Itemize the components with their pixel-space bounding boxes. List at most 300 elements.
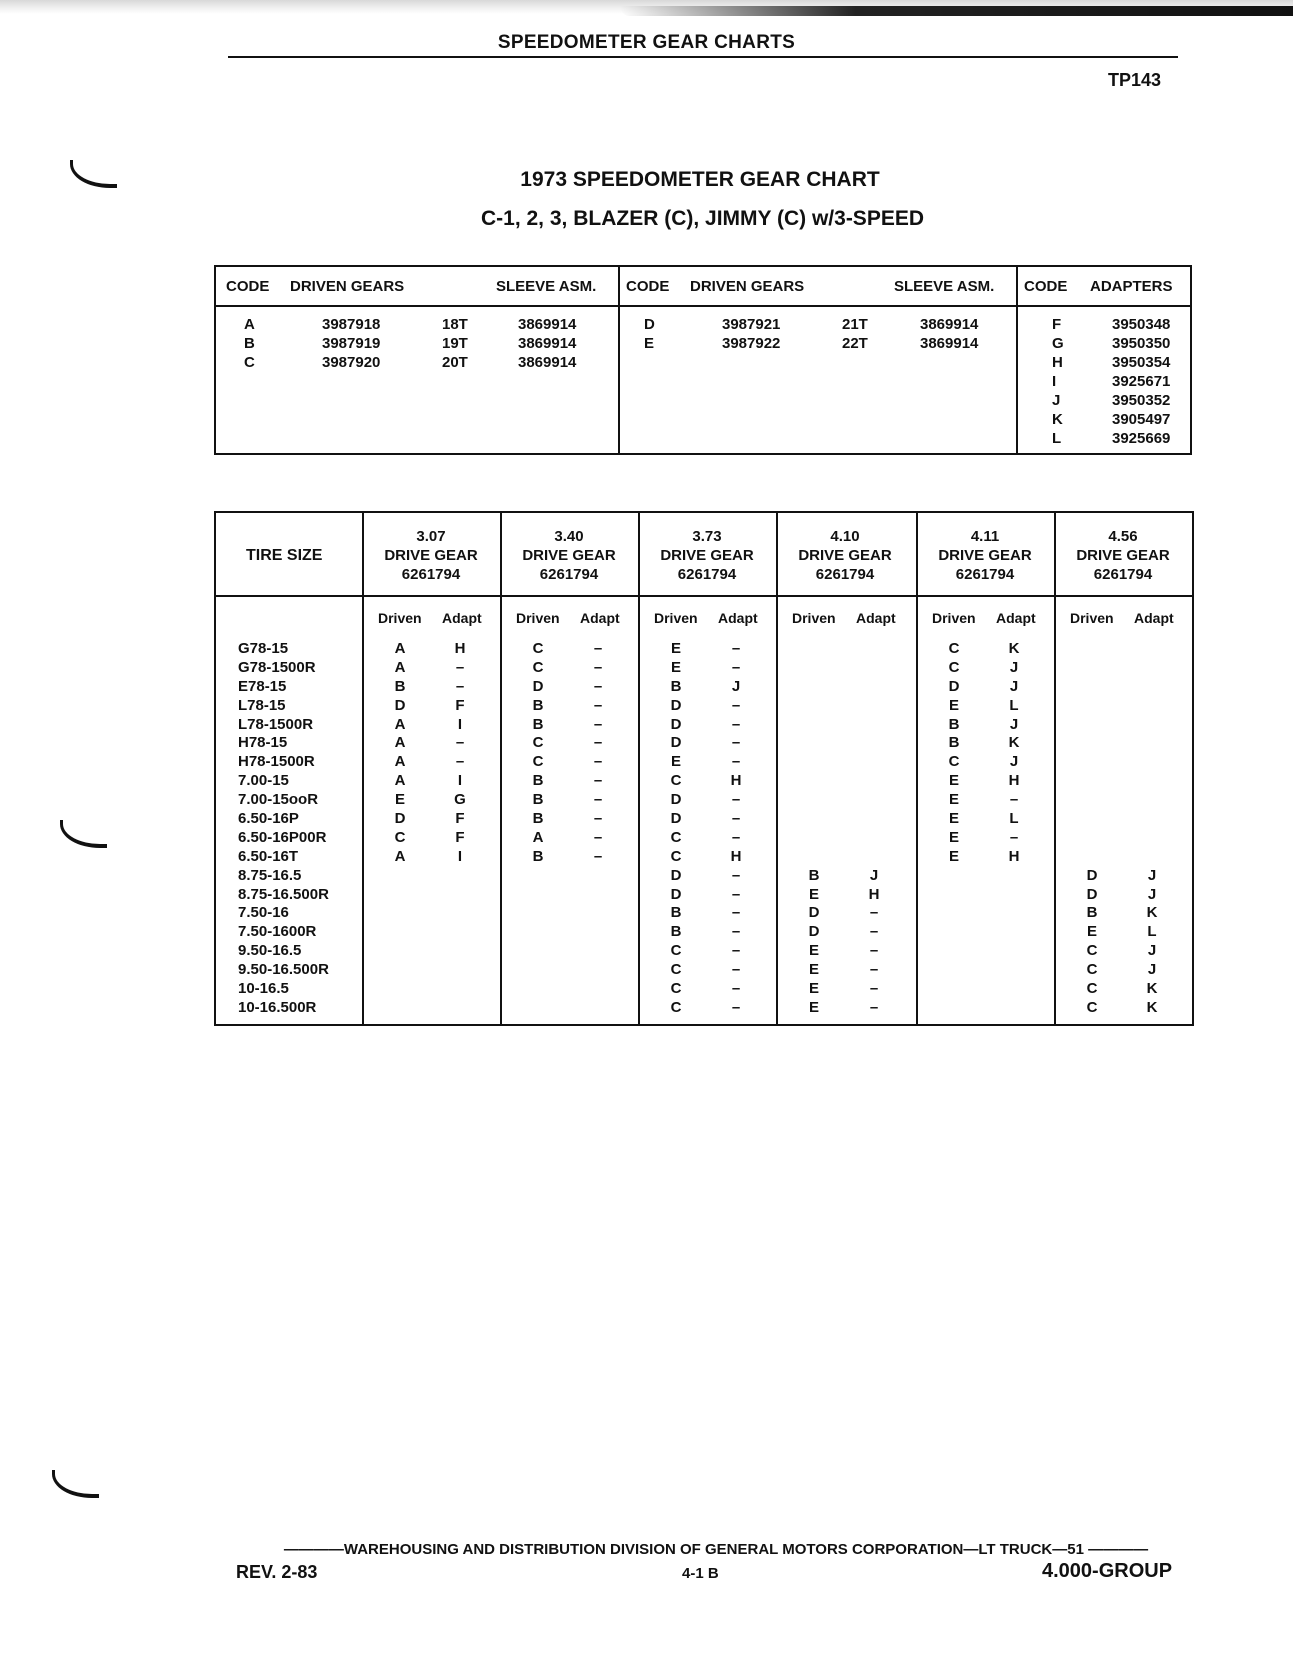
driven-code: C	[948, 640, 960, 657]
driven-code	[388, 980, 412, 999]
driven-code: B	[1086, 904, 1098, 922]
drive-gear-label: DRIVE GEAR	[798, 547, 892, 564]
driven-code	[942, 999, 966, 1018]
drive-gear-part-number: 6261794	[815, 566, 875, 583]
drive-gear-part-number: 6261794	[955, 566, 1015, 583]
driven-code-column	[526, 640, 550, 1018]
drive-gear-label: DRIVE GEAR	[384, 547, 478, 564]
driven-code: B	[532, 847, 544, 865]
adapt-code	[862, 697, 886, 716]
driven-code	[802, 734, 826, 753]
driven-code: B	[394, 677, 406, 695]
driven-code	[802, 791, 826, 810]
table-divider	[916, 513, 918, 1024]
driven-code: C	[1086, 942, 1098, 960]
adapt-code: K	[1008, 640, 1020, 657]
drive-gear-label: DRIVE GEAR	[522, 547, 616, 564]
driven-code: C	[948, 753, 960, 771]
adapt-code	[862, 810, 886, 829]
group2-code-column	[644, 315, 655, 353]
driven-code	[942, 942, 966, 961]
driven-code: B	[948, 734, 960, 752]
driven-code	[526, 923, 550, 942]
adapt-code: –	[731, 904, 741, 922]
adapt-code: J	[1147, 961, 1157, 979]
adapter-code-column	[1052, 315, 1064, 448]
adapt-subheader: Adapt	[442, 610, 482, 626]
driven-code: B	[532, 715, 544, 733]
driven-code	[942, 961, 966, 980]
adapt-code: –	[593, 828, 603, 846]
sleeve-part-number: 3869914	[518, 354, 577, 371]
adapt-code: F	[455, 810, 465, 828]
adapt-code	[586, 886, 610, 905]
adapt-code: –	[869, 980, 879, 998]
driven-code: D	[670, 696, 682, 714]
sleeve-part-number: 3869914	[920, 316, 979, 333]
adapt-code	[586, 904, 610, 923]
adapt-code: L	[1009, 696, 1019, 714]
driven-subheader: Driven	[516, 610, 560, 626]
page-number: 4-1 B	[682, 1565, 719, 1582]
tire-size: H78-1500R	[238, 753, 315, 771]
driven-code	[802, 829, 826, 848]
gear-teeth: 18T	[442, 316, 468, 333]
adapt-code	[1140, 659, 1164, 678]
tire-size: 9.50-16.500R	[238, 961, 329, 979]
adapt-code	[448, 961, 472, 980]
adapt-code: H	[868, 885, 880, 903]
adapt-code: K	[1146, 980, 1158, 998]
group2-part-column	[722, 315, 780, 353]
group1-code-column	[244, 315, 255, 372]
gear-code: A	[244, 316, 255, 333]
driven-code	[942, 980, 966, 999]
driven-code	[526, 961, 550, 980]
driven-code: E	[808, 942, 819, 960]
tire-size: 9.50-16.5	[238, 942, 302, 960]
adapt-code: F	[455, 828, 465, 846]
adapt-code	[1002, 999, 1026, 1018]
driven-code: E	[948, 791, 959, 809]
driven-code: D	[808, 923, 820, 941]
driven-code: C	[1086, 980, 1098, 998]
driven-code: A	[394, 715, 406, 733]
gear-teeth: 20T	[442, 354, 468, 371]
code-header: CODE	[226, 278, 270, 295]
adapt-code: –	[869, 998, 879, 1016]
adapt-code	[1002, 942, 1026, 961]
adapt-code	[586, 867, 610, 886]
adapt-code: –	[731, 885, 741, 903]
adapt-code	[1140, 734, 1164, 753]
driven-code: C	[670, 828, 682, 846]
driven-code: A	[394, 658, 406, 676]
axle-ratio: 3.73	[692, 528, 722, 545]
adapt-code	[1002, 867, 1026, 886]
adapt-code: K	[1146, 998, 1158, 1016]
driven-code: C	[532, 734, 544, 752]
driven-code-column	[802, 640, 826, 1018]
driven-code	[802, 772, 826, 791]
driven-code: B	[532, 810, 544, 828]
driven-code	[942, 886, 966, 905]
driven-code-column	[1080, 640, 1104, 1018]
driven-code: E	[808, 998, 819, 1016]
driven-gears-table	[214, 265, 1192, 455]
driven-code	[1080, 697, 1104, 716]
adapt-code: J	[1147, 885, 1157, 903]
adapt-code: –	[731, 753, 741, 771]
adapter-part-number: 3950352	[1112, 392, 1171, 409]
adapt-code	[862, 772, 886, 791]
table-divider	[1054, 513, 1056, 1024]
adapt-code	[586, 961, 610, 980]
driven-code	[388, 961, 412, 980]
adapt-code: –	[593, 791, 603, 809]
gear-teeth: 22T	[842, 335, 868, 352]
driven-code: B	[532, 772, 544, 790]
driven-code: A	[394, 640, 406, 657]
adapt-code-column	[1002, 640, 1026, 1018]
group1-sleeve-column	[518, 315, 576, 372]
adapt-code	[1140, 810, 1164, 829]
driven-code: D	[670, 866, 682, 884]
adapt-code: –	[593, 847, 603, 865]
driven-code: E	[394, 791, 405, 809]
driven-code: C	[670, 772, 682, 790]
driven-code	[526, 980, 550, 999]
adapt-code-column	[724, 640, 748, 1018]
adapter-code: G	[1052, 335, 1064, 352]
axle-ratio: 4.56	[1108, 528, 1138, 545]
driven-code	[942, 904, 966, 923]
driven-code	[802, 640, 826, 659]
adapt-code: –	[731, 961, 741, 979]
adapt-code	[1002, 904, 1026, 923]
driven-code: E	[948, 810, 959, 828]
driven-code	[942, 867, 966, 886]
page-header-title: SPEEDOMETER GEAR CHARTS	[497, 32, 796, 53]
driven-code	[388, 867, 412, 886]
driven-code	[526, 904, 550, 923]
tire-size: 7.50-1600R	[238, 923, 317, 941]
adapt-code: –	[593, 734, 603, 752]
driven-code	[942, 923, 966, 942]
adapt-code: –	[869, 961, 879, 979]
axle-ratio: 3.40	[554, 528, 584, 545]
table-divider	[500, 513, 502, 1024]
adapt-code	[448, 904, 472, 923]
driven-code: E	[808, 961, 819, 979]
driven-code	[802, 810, 826, 829]
drive-gear-header	[1054, 527, 1192, 584]
table-divider	[638, 513, 640, 1024]
sleeve-part-number: 3869914	[518, 316, 577, 333]
driven-code: A	[394, 772, 406, 790]
adapt-code: –	[455, 677, 465, 695]
driven-code	[388, 904, 412, 923]
driven-code-column	[664, 640, 688, 1018]
chart-subtitle: C-1, 2, 3, BLAZER (C), JIMMY (C) w/3-SPEED	[481, 207, 924, 230]
driven-code: B	[948, 715, 960, 733]
gear-part-number: 3987919	[322, 335, 381, 352]
adapt-code	[448, 999, 472, 1018]
driven-code: D	[1086, 885, 1098, 903]
adapt-code: –	[869, 942, 879, 960]
adapt-code: –	[731, 980, 741, 998]
drive-gear-label: DRIVE GEAR	[660, 547, 754, 564]
driven-code	[388, 942, 412, 961]
adapt-code: K	[1008, 734, 1020, 752]
adapter-part-number: 3905497	[1112, 411, 1171, 428]
driven-code: E	[948, 696, 959, 714]
sleeve-header: SLEEVE ASM.	[894, 278, 995, 295]
adapt-code: –	[731, 828, 741, 846]
driven-code: A	[532, 828, 544, 846]
sleeve-part-number: 3869914	[518, 335, 577, 352]
gear-code: E	[644, 335, 655, 352]
driven-code: D	[394, 696, 406, 714]
group2-teeth-column	[842, 315, 868, 353]
adapt-code	[448, 923, 472, 942]
driven-code	[1080, 791, 1104, 810]
gear-teeth: 19T	[442, 335, 468, 352]
table-divider	[362, 513, 364, 1024]
adapter-part-number: 3950350	[1112, 335, 1171, 352]
adapt-code: –	[593, 772, 603, 790]
group1-part-column	[322, 315, 380, 372]
tire-size: 6.50-16P00R	[238, 828, 327, 846]
sleeve-header: SLEEVE ASM.	[496, 278, 597, 295]
tire-size: 6.50-16P	[238, 810, 299, 828]
driven-code	[802, 659, 826, 678]
group-label: 4.000-GROUP	[1042, 1560, 1173, 1582]
tire-size: 7.00-15	[238, 772, 289, 790]
adapt-code: –	[731, 658, 741, 676]
adapt-code	[1140, 678, 1164, 697]
adapt-code	[1140, 640, 1164, 659]
driven-code	[1080, 848, 1104, 867]
driven-code	[388, 999, 412, 1018]
footer-division-line: ————WAREHOUSING AND DISTRIBUTION DIVISION OF GENERAL MOTORS CORPORATION—LT TRUCK—51 ————	[283, 1541, 1149, 1558]
adapt-code	[448, 867, 472, 886]
adapt-code: J	[1009, 715, 1019, 733]
adapt-code	[862, 640, 886, 659]
tire-size: L78-1500R	[238, 715, 314, 733]
driven-code	[1080, 753, 1104, 772]
driven-code: E	[808, 885, 819, 903]
driven-code: C	[394, 828, 406, 846]
driven-code	[1080, 640, 1104, 659]
axle-ratio: 3.07	[416, 528, 446, 545]
driven-code: B	[670, 923, 682, 941]
tire-size: H78-15	[238, 734, 288, 752]
adapt-code	[1140, 697, 1164, 716]
tire-size: L78-15	[238, 696, 286, 714]
adapt-code: –	[731, 923, 741, 941]
driven-code: C	[532, 658, 544, 676]
tire-size: 8.75-16.5	[238, 866, 302, 884]
adapt-code: F	[455, 696, 465, 714]
adapt-code: J	[869, 866, 879, 884]
gear-part-number: 3987918	[322, 316, 381, 333]
adapt-code: –	[731, 942, 741, 960]
tire-size-table	[214, 511, 1194, 1026]
driven-code	[526, 942, 550, 961]
adapter-part-number: 3950354	[1112, 354, 1171, 371]
adapt-code	[1140, 772, 1164, 791]
adapt-code-column	[448, 640, 472, 1018]
driven-subheader: Driven	[932, 610, 976, 626]
adapt-code: –	[593, 658, 603, 676]
driven-code: D	[532, 677, 544, 695]
driven-code: D	[1086, 866, 1098, 884]
drive-gear-part-number: 6261794	[677, 566, 737, 583]
adapt-code: J	[1147, 942, 1157, 960]
adapt-code: –	[593, 640, 603, 657]
adapt-code: –	[1009, 828, 1019, 846]
driven-code: E	[948, 828, 959, 846]
drive-gear-label: DRIVE GEAR	[1076, 547, 1170, 564]
adapt-code: J	[731, 677, 741, 695]
adapt-code	[448, 886, 472, 905]
adapt-code	[1140, 848, 1164, 867]
adapt-code	[862, 753, 886, 772]
adapt-code	[586, 923, 610, 942]
adapt-subheader: Adapt	[718, 610, 758, 626]
adapter-code: I	[1052, 373, 1057, 390]
adapt-code	[448, 942, 472, 961]
driven-code: A	[394, 753, 406, 771]
adapt-code: G	[454, 791, 466, 809]
adapters-header: ADAPTERS	[1090, 278, 1173, 295]
drive-gear-header	[638, 527, 776, 584]
adapter-code: K	[1052, 411, 1063, 428]
adapt-code	[586, 980, 610, 999]
adapt-code	[1002, 980, 1026, 999]
binder-hole-mark	[60, 820, 107, 848]
adapt-code: –	[455, 734, 465, 752]
tire-size: 10-16.5	[238, 980, 289, 998]
driven-code	[1080, 716, 1104, 735]
drive-gear-header	[776, 527, 914, 584]
group1-teeth-column	[442, 315, 468, 372]
gear-code: D	[644, 316, 655, 333]
driven-code: C	[670, 998, 682, 1016]
adapt-subheader: Adapt	[1134, 610, 1174, 626]
adapt-code: –	[731, 791, 741, 809]
adapt-code: –	[593, 715, 603, 733]
adapt-code: –	[455, 753, 465, 771]
adapt-code: –	[593, 753, 603, 771]
driven-code-column	[388, 640, 412, 1018]
drive-gear-header	[362, 527, 500, 584]
adapt-code: I	[457, 715, 463, 733]
driven-code: D	[670, 715, 682, 733]
driven-code: C	[1086, 998, 1098, 1016]
table-divider	[618, 267, 620, 453]
driven-code: C	[670, 980, 682, 998]
drive-gear-label: DRIVE GEAR	[938, 547, 1032, 564]
driven-code: D	[948, 677, 960, 695]
driven-code: C	[1086, 961, 1098, 979]
adapter-code: L	[1052, 430, 1062, 447]
adapt-code	[862, 678, 886, 697]
adapt-code: J	[1009, 677, 1019, 695]
tire-size: 8.75-16.500R	[238, 885, 329, 903]
page-code: TP143	[1108, 70, 1162, 90]
drive-gear-part-number: 6261794	[539, 566, 599, 583]
adapt-code	[862, 734, 886, 753]
driven-subheader: Driven	[1070, 610, 1114, 626]
code-header: CODE	[1024, 278, 1068, 295]
adapt-code: I	[457, 847, 463, 865]
adapt-code: H	[730, 847, 742, 865]
drive-gear-header	[500, 527, 638, 584]
adapt-code: L	[1009, 810, 1019, 828]
driven-code	[1080, 659, 1104, 678]
driven-code: B	[670, 677, 682, 695]
driven-subheader: Driven	[654, 610, 698, 626]
binder-hole-mark	[52, 1470, 99, 1498]
adapt-code: J	[1009, 658, 1019, 676]
adapt-code: –	[731, 998, 741, 1016]
adapt-code	[1140, 716, 1164, 735]
driven-code: B	[808, 866, 820, 884]
tire-size: 10-16.500R	[238, 998, 317, 1016]
adapt-code: –	[593, 677, 603, 695]
driven-gears-header: DRIVEN GEARS	[690, 278, 805, 295]
adapter-part-number: 3925669	[1112, 430, 1171, 447]
adapt-code	[586, 999, 610, 1018]
adapt-code	[862, 716, 886, 735]
group2-sleeve-column	[920, 315, 978, 353]
driven-gears-header: DRIVEN GEARS	[290, 278, 405, 295]
drive-gear-part-number: 6261794	[1093, 566, 1153, 583]
driven-code: B	[532, 791, 544, 809]
adapt-code: H	[730, 772, 742, 790]
adapt-code: K	[1146, 904, 1158, 922]
driven-code: D	[670, 885, 682, 903]
scan-edge-shadow	[620, 6, 1293, 16]
adapt-code: –	[731, 810, 741, 828]
code-header: CODE	[626, 278, 670, 295]
adapter-code: J	[1052, 392, 1061, 409]
gear-part-number: 3987920	[322, 354, 381, 371]
table-divider	[1016, 267, 1018, 453]
adapt-code: –	[593, 810, 603, 828]
adapt-code-column	[586, 640, 610, 1018]
adapt-code: I	[457, 772, 463, 790]
tire-size: 6.50-16T	[238, 847, 299, 865]
tire-size: G78-1500R	[238, 658, 316, 676]
adapt-code: –	[869, 904, 879, 922]
driven-code	[1080, 734, 1104, 753]
adapt-code: –	[731, 640, 741, 657]
drive-gear-part-number: 6261794	[401, 566, 461, 583]
adapt-code: –	[593, 696, 603, 714]
tire-size-column	[238, 640, 329, 1018]
driven-code: B	[532, 696, 544, 714]
tire-size: 7.50-16	[238, 904, 289, 922]
gear-code: B	[244, 335, 255, 352]
adapter-part-column	[1112, 315, 1170, 448]
sleeve-part-number: 3869914	[920, 335, 979, 352]
adapter-code: F	[1052, 316, 1062, 333]
driven-subheader: Driven	[792, 610, 836, 626]
driven-code	[526, 999, 550, 1018]
